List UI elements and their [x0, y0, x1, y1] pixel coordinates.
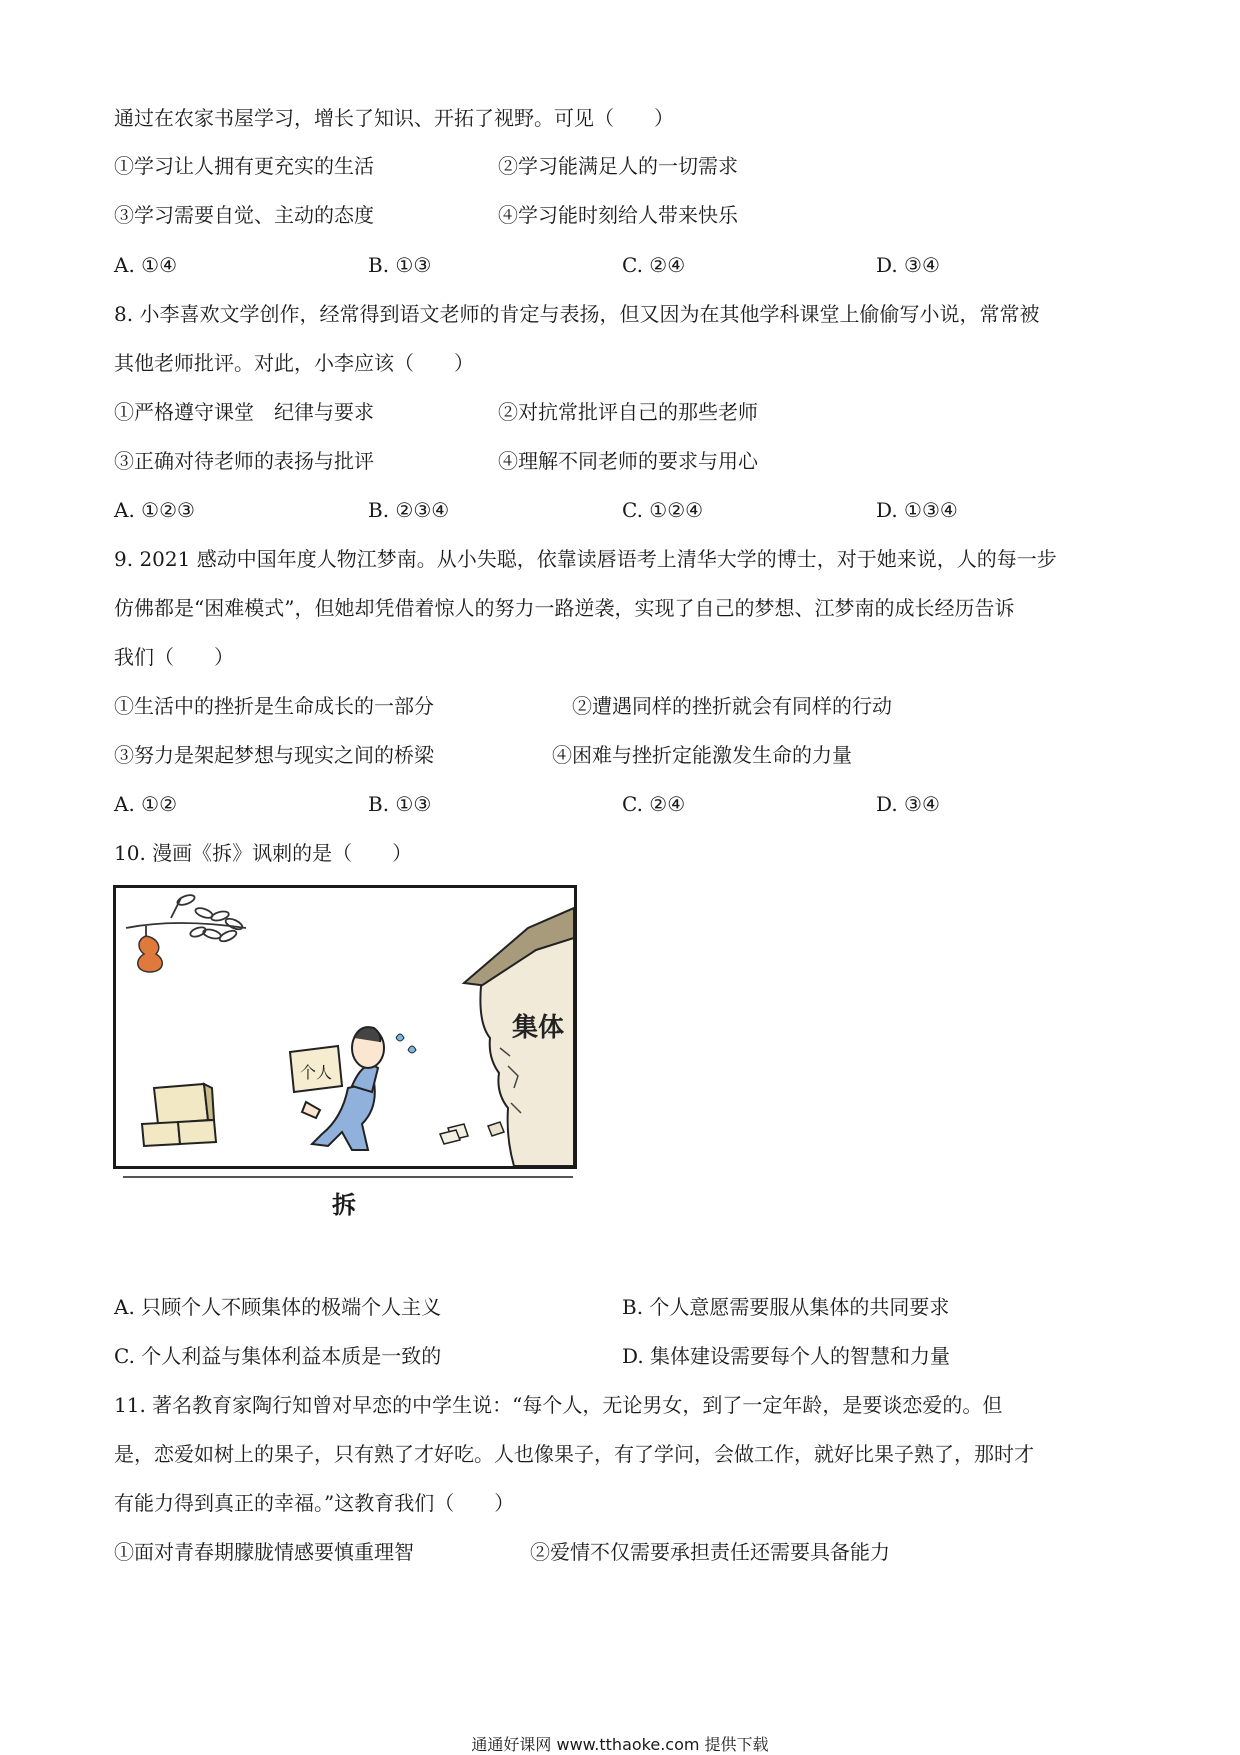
q8-choice-c: C. ①②④: [622, 498, 704, 522]
q8-choice-b: B. ②③④: [368, 498, 450, 522]
q11-stem-line-2: 是，恋爱如树上的果子，只有熟了才好吃。人也像果子，有了学问，会做工作，就好比果子熟了，那时才: [114, 1442, 1034, 1466]
q9-choice-a: A. ①②: [114, 792, 178, 816]
q9-choice-d: D. ③④: [876, 792, 940, 816]
brick-stack: [142, 1084, 216, 1146]
q9-choice-c: C. ②④: [622, 792, 686, 816]
wall-label: 集体: [512, 1013, 565, 1043]
q8-statement-4: ④理解不同老师的要求与用心: [498, 449, 758, 473]
footer-source: 通通好课网 www.tthaoke.com 提供下载: [471, 1735, 769, 1754]
q7-statement-2: ②学习能满足人的一切需求: [498, 154, 738, 178]
brick-label: 个人: [300, 1063, 333, 1082]
q8-statement-1: ①严格遵守课堂 纪律与要求: [114, 400, 374, 424]
q7-choice-d: D. ③④: [876, 253, 940, 277]
q9-stem-line-3: 我们（ ）: [114, 645, 234, 669]
q11-stem-line-1: 11. 著名教育家陶行知曾对早恋的中学生说：“每个人，无论男女，到了一定年龄，是要谈恋爱的。但: [114, 1393, 1003, 1417]
q10-choice-b: B. 个人意愿需要服从集体的共同要求: [622, 1295, 950, 1319]
comic-illustration: [113, 885, 577, 1169]
q9-statement-1: ①生活中的挫折是生命成长的一部分: [114, 694, 434, 718]
q8-statement-3: ③正确对待老师的表扬与批评: [114, 449, 374, 473]
q11-statement-1: ①面对青春期朦胧情感要慎重理智: [114, 1540, 414, 1564]
q10-choice-c: C. 个人利益与集体利益本质是一致的: [114, 1344, 442, 1368]
comic-caption: 拆: [332, 1191, 356, 1219]
q10-choice-d: D. 集体建设需要每个人的智慧和力量: [622, 1344, 951, 1368]
q7-statement-4: ④学习能时刻给人带来快乐: [498, 203, 738, 227]
q9-stem-line-2: 仿佛都是“困难模式”，但她却凭借着惊人的努力一路逆袭，实现了自己的梦想、江梦南的成长经历告诉: [114, 596, 1015, 620]
q9-choice-b: B. ①③: [368, 792, 432, 816]
q7-statement-1: ①学习让人拥有更充实的生活: [114, 154, 374, 178]
person-carrying-brick: [290, 1027, 384, 1150]
q8-choice-a: A. ①②③: [114, 498, 195, 522]
comic-underline: [123, 1176, 573, 1178]
q7-statement-3: ③学习需要自觉、主动的态度: [114, 203, 374, 227]
sweat-drops: [396, 1034, 416, 1053]
q10-stem: 10. 漫画《拆》讽刺的是（ ）: [114, 841, 413, 865]
q8-stem-line-1: 8. 小李喜欢文学创作，经常得到语文老师的肯定与表扬，但又因为在其他学科课堂上偷偷写小说，常常被: [114, 302, 1040, 326]
q7-choice-a: A. ①④: [114, 253, 178, 277]
comic-drawing: [116, 888, 574, 1166]
q11-stem-line-3: 有能力得到真正的幸福。”这教育我们（ ）: [114, 1491, 515, 1515]
q8-choice-d: D. ①③④: [876, 498, 958, 522]
branch-with-gourd: [126, 893, 246, 943]
fallen-bricks: [440, 1122, 504, 1144]
q8-stem-line-2: 其他老师批评。对此，小李应该（ ）: [114, 351, 474, 375]
q9-statement-2: ②遭遇同样的挫折就会有同样的行动: [572, 694, 892, 718]
gourd: [138, 936, 163, 972]
q11-statement-2: ②爱情不仅需要承担责任还需要具备能力: [530, 1540, 890, 1564]
q7-choice-c: C. ②④: [622, 253, 686, 277]
q9-stem-line-1: 9. 2021 感动中国年度人物江梦南。从小失聪，依靠读唇语考上清华大学的博士，对于她来说，人的每一步: [114, 547, 1057, 571]
q7-choice-b: B. ①③: [368, 253, 432, 277]
q9-statement-4: ④困难与挫折定能激发生命的力量: [552, 743, 852, 767]
q8-statement-2: ②对抗常批评自己的那些老师: [498, 400, 758, 424]
q7-stem: 通过在农家书屋学习，增长了知识、开拓了视野。可见（ ）: [114, 106, 674, 130]
q10-choice-a: A. 只顾个人不顾集体的极端个人主义: [114, 1295, 442, 1319]
q9-statement-3: ③努力是架起梦想与现实之间的桥梁: [114, 743, 434, 767]
